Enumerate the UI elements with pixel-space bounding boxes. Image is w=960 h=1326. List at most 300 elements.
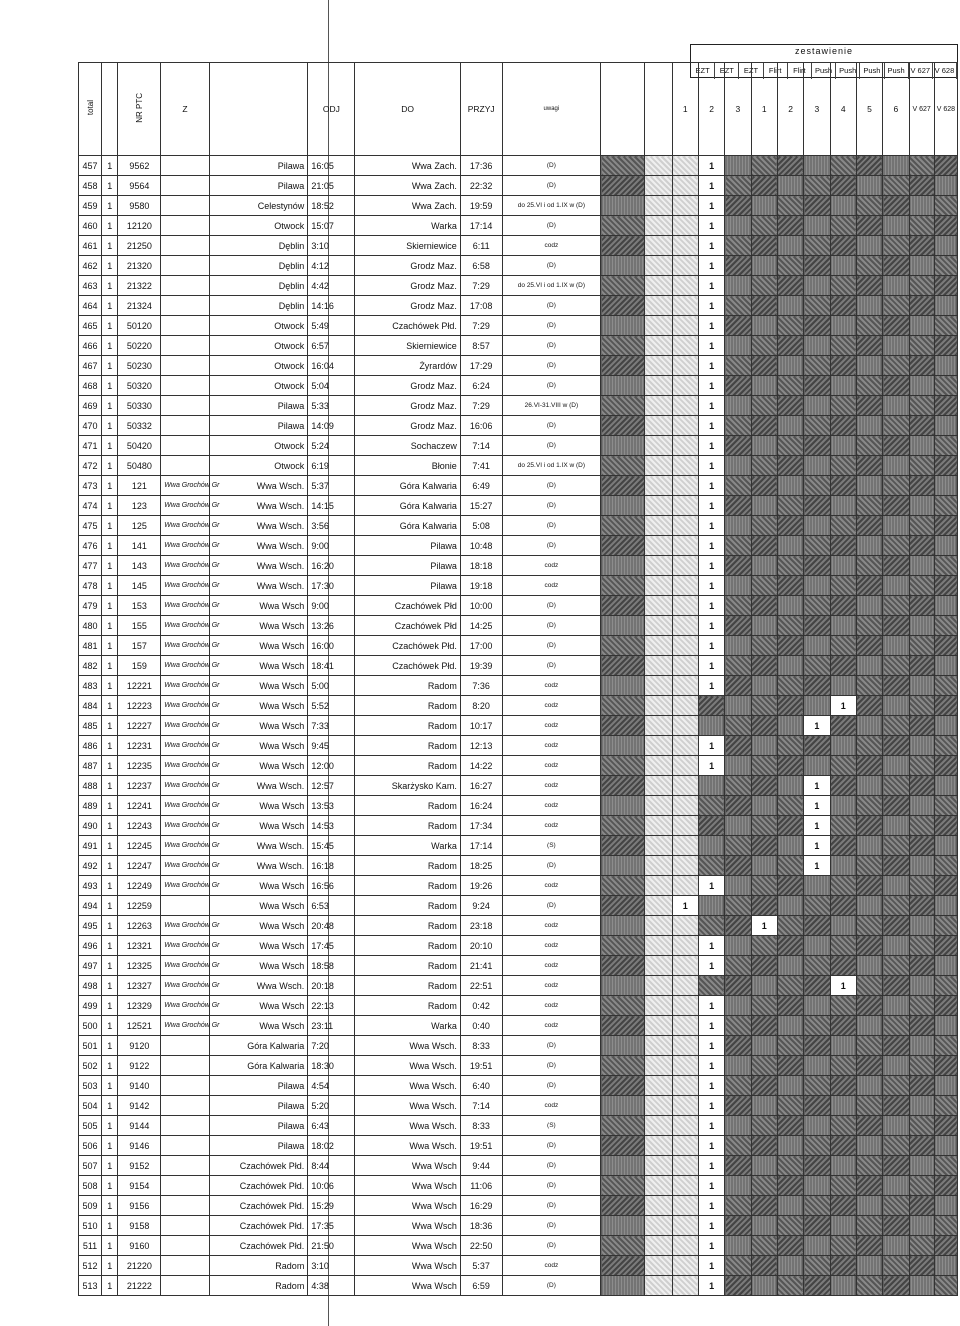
unit-empty-cell [856, 1196, 882, 1216]
row-total: 1 [102, 916, 118, 936]
unit-empty-cell [725, 856, 751, 876]
unit-empty-cell [725, 736, 751, 756]
unit-empty-cell [751, 776, 777, 796]
origin-depot [161, 1196, 209, 1216]
remarks: (D) [502, 356, 601, 376]
unit-empty-cell [804, 356, 830, 376]
origin-station: Wwa Wsch. [209, 476, 308, 496]
unit-empty-cell [856, 296, 882, 316]
departure-time: 20:18 [308, 976, 355, 996]
remarks: (D) [502, 316, 601, 336]
row-number: 488 [79, 776, 102, 796]
unit-empty-cell [856, 596, 882, 616]
origin-station: Otwock [209, 336, 308, 356]
departure-time: 6:19 [308, 456, 355, 476]
row-number: 498 [79, 976, 102, 996]
unit-empty-cell [883, 976, 909, 996]
unit-empty-cell [672, 276, 698, 296]
gap-cell [645, 196, 672, 216]
unit-empty-cell [830, 876, 856, 896]
row-number: 462 [79, 256, 102, 276]
table-row [79, 416, 958, 436]
origin-depot [161, 1276, 209, 1296]
arrival-time: 10:00 [460, 596, 502, 616]
unit-empty-cell [934, 1036, 957, 1056]
row-total: 1 [102, 216, 118, 236]
unit-empty-cell [672, 936, 698, 956]
arrival-time: 7:14 [460, 1096, 502, 1116]
unit-empty-cell [856, 936, 882, 956]
train-number: 50320 [118, 376, 161, 396]
departure-time: 18:30 [308, 1056, 355, 1076]
unit-empty-cell [672, 376, 698, 396]
row-number: 465 [79, 316, 102, 336]
row-total: 1 [102, 796, 118, 816]
gap-cell [645, 516, 672, 536]
train-number: 12521 [118, 1016, 161, 1036]
destination-station: Wwa Wsch. [355, 1056, 460, 1076]
unit-count-cell: 1 [698, 236, 724, 256]
arrival-time: 8:33 [460, 1036, 502, 1056]
departure-time: 3:56 [308, 516, 355, 536]
remarks: (D) [502, 516, 601, 536]
unit-empty-cell [883, 196, 909, 216]
origin-depot: Wwa Grochów Gr [161, 536, 209, 556]
table-row [79, 896, 958, 916]
unit-empty-cell [672, 816, 698, 836]
remarks: (D) [502, 1136, 601, 1156]
table-row [79, 776, 958, 796]
unit-empty-cell [856, 256, 882, 276]
train-number: 9160 [118, 1236, 161, 1256]
origin-station: Wwa Wsch. [209, 576, 308, 596]
unit-empty-cell [751, 756, 777, 776]
table-row [79, 176, 958, 196]
unit-empty-cell [909, 676, 934, 696]
destination-station: Radom [355, 996, 460, 1016]
unit-empty-cell [909, 696, 934, 716]
departure-time: 7:20 [308, 1036, 355, 1056]
unit-empty-cell [777, 396, 803, 416]
unit-empty-cell [909, 1236, 934, 1256]
unit-empty-cell [856, 756, 882, 776]
unit-count-cell: 1 [698, 636, 724, 656]
unit-empty-cell [777, 616, 803, 636]
unit-empty-cell [934, 1256, 957, 1276]
train-number: 50480 [118, 456, 161, 476]
arrival-time: 16:24 [460, 796, 502, 816]
origin-depot [161, 376, 209, 396]
table-row [79, 616, 958, 636]
unit-empty-cell [830, 296, 856, 316]
origin-depot [161, 1236, 209, 1256]
remarks: (D) [502, 436, 601, 456]
unit-empty-cell [909, 576, 934, 596]
unit-empty-cell [672, 576, 698, 596]
train-number: 50120 [118, 316, 161, 336]
unit-empty-cell [751, 976, 777, 996]
unit-empty-cell [725, 656, 751, 676]
unit-empty-cell [672, 156, 698, 176]
table-row [79, 236, 958, 256]
unit-empty-cell [934, 936, 957, 956]
origin-depot [161, 1116, 209, 1136]
arrival-time: 5:37 [460, 1256, 502, 1276]
departure-time: 9:45 [308, 736, 355, 756]
unit-empty-cell [804, 476, 830, 496]
origin-station: Czachówek Płd. [209, 1156, 308, 1176]
unit-empty-cell [672, 996, 698, 1016]
unit-empty-cell [725, 916, 751, 936]
unit-empty-cell [830, 436, 856, 456]
table-row [79, 1216, 958, 1236]
origin-depot [161, 1136, 209, 1156]
row-total: 1 [102, 716, 118, 736]
unit-empty-cell [777, 1056, 803, 1076]
unit-empty-cell [856, 416, 882, 436]
marker-cell [601, 316, 645, 336]
unit-empty-cell [672, 416, 698, 436]
marker-cell [601, 736, 645, 756]
unit-count-cell: 1 [751, 916, 777, 936]
remarks: (S) [502, 836, 601, 856]
unit-empty-cell [751, 1176, 777, 1196]
unit-empty-cell [830, 516, 856, 536]
departure-time: 7:33 [308, 716, 355, 736]
unit-empty-cell [934, 1056, 957, 1076]
row-number: 504 [79, 1096, 102, 1116]
train-number: 12247 [118, 856, 161, 876]
zestawienie-title: zestawienie [794, 46, 854, 56]
unit-empty-cell [751, 496, 777, 516]
row-number: 489 [79, 796, 102, 816]
remarks: (D) [502, 156, 601, 176]
arrival-time: 19:18 [460, 576, 502, 596]
row-total: 1 [102, 616, 118, 636]
remarks: do 25.VI i od 1.IX w (D) [502, 276, 601, 296]
remarks: codz [502, 796, 601, 816]
unit-empty-cell [830, 496, 856, 516]
unit-empty-cell [830, 1216, 856, 1236]
destination-station: Grodz Maz. [355, 396, 460, 416]
destination-station: Skarżysko Kam. [355, 776, 460, 796]
unit-empty-cell [725, 1276, 751, 1296]
unit-count-cell: 1 [698, 1036, 724, 1056]
unit-empty-cell [934, 836, 957, 856]
table-row [79, 336, 958, 356]
table-header-row [79, 63, 958, 156]
unit-empty-cell [856, 1016, 882, 1036]
arrival-time: 19:51 [460, 1056, 502, 1076]
row-number: 469 [79, 396, 102, 416]
unit-empty-cell [725, 1256, 751, 1276]
origin-station: Pilawa [209, 1136, 308, 1156]
departure-time: 5:24 [308, 436, 355, 456]
unit-empty-cell [725, 356, 751, 376]
unit-count-cell: 1 [672, 896, 698, 916]
unit-empty-cell [672, 1036, 698, 1056]
unit-count-cell: 1 [698, 676, 724, 696]
unit-empty-cell [804, 216, 830, 236]
arrival-time: 7:29 [460, 316, 502, 336]
unit-empty-cell [909, 376, 934, 396]
marker-cell [601, 676, 645, 696]
unit-empty-cell [672, 716, 698, 736]
unit-empty-cell [883, 1156, 909, 1176]
origin-station: Otwock [209, 356, 308, 376]
gap-cell [645, 316, 672, 336]
zestawienie-type: Push [860, 63, 884, 79]
unit-empty-cell [883, 516, 909, 536]
origin-depot: Wwa Grochów Gr [161, 816, 209, 836]
unit-count-cell: 1 [804, 776, 830, 796]
arrival-time: 9:44 [460, 1156, 502, 1176]
unit-empty-cell [777, 756, 803, 776]
unit-empty-cell [909, 856, 934, 876]
destination-station: Czachówek Płd [355, 616, 460, 636]
unit-empty-cell [777, 1096, 803, 1116]
unit-empty-cell [804, 516, 830, 536]
train-number: 123 [118, 496, 161, 516]
remarks: (D) [502, 476, 601, 496]
unit-count-cell: 1 [698, 536, 724, 556]
marker-cell [601, 936, 645, 956]
unit-empty-cell [751, 896, 777, 916]
departure-time: 3:10 [308, 236, 355, 256]
unit-empty-cell [856, 736, 882, 756]
train-number: 145 [118, 576, 161, 596]
gap-cell [645, 816, 672, 836]
unit-count-cell: 1 [698, 356, 724, 376]
destination-station: Wwa Wsch. [355, 1036, 460, 1056]
unit-empty-cell [934, 1116, 957, 1136]
row-total: 1 [102, 1256, 118, 1276]
arrival-time: 7:36 [460, 676, 502, 696]
origin-station: Radom [209, 1276, 308, 1296]
unit-empty-cell [751, 1056, 777, 1076]
row-number: 499 [79, 996, 102, 1016]
destination-station: Radom [355, 676, 460, 696]
marker-cell [601, 976, 645, 996]
table-row [79, 1176, 958, 1196]
table-row [79, 976, 958, 996]
unit-empty-cell [777, 356, 803, 376]
unit-empty-cell [856, 1056, 882, 1076]
table-row [79, 1236, 958, 1256]
origin-depot [161, 216, 209, 236]
marker-cell [601, 1056, 645, 1076]
marker-cell [601, 476, 645, 496]
unit-empty-cell [751, 356, 777, 376]
unit-empty-cell [804, 696, 830, 716]
unit-empty-cell [856, 716, 882, 736]
row-total: 1 [102, 1196, 118, 1216]
gap-cell [645, 436, 672, 456]
unit-empty-cell [751, 1236, 777, 1256]
unit-empty-cell [777, 256, 803, 276]
train-number: 159 [118, 656, 161, 676]
departure-time: 17:30 [308, 576, 355, 596]
remarks: (D) [502, 1076, 601, 1096]
origin-depot: Wwa Grochów Gr [161, 876, 209, 896]
departure-time: 12:57 [308, 776, 355, 796]
origin-station: Czachówek Płd. [209, 1216, 308, 1236]
remarks: (D) [502, 1196, 601, 1216]
unit-empty-cell [672, 256, 698, 276]
origin-station: Otwock [209, 436, 308, 456]
remarks: (D) [502, 216, 601, 236]
unit-empty-cell [856, 816, 882, 836]
gap-cell [645, 896, 672, 916]
unit-empty-cell [725, 1036, 751, 1056]
unit-empty-cell [804, 1156, 830, 1176]
gap-cell [645, 416, 672, 436]
unit-count-cell: 1 [698, 256, 724, 276]
destination-station: Żyrardów [355, 356, 460, 376]
unit-empty-cell [725, 496, 751, 516]
destination-station: Skierniewice [355, 236, 460, 256]
destination-station: Radom [355, 696, 460, 716]
col-sub-2: 2 [698, 63, 724, 156]
departure-time: 16:20 [308, 556, 355, 576]
unit-empty-cell [909, 1036, 934, 1056]
unit-empty-cell [751, 156, 777, 176]
origin-station: Wwa Wsch [209, 676, 308, 696]
unit-empty-cell [909, 1016, 934, 1036]
unit-empty-cell [725, 1096, 751, 1116]
unit-empty-cell [909, 796, 934, 816]
destination-station: Grodz Maz. [355, 416, 460, 436]
marker-cell [601, 496, 645, 516]
arrival-time: 9:24 [460, 896, 502, 916]
origin-depot [161, 396, 209, 416]
unit-empty-cell [777, 196, 803, 216]
departure-time: 5:33 [308, 396, 355, 416]
marker-cell [601, 876, 645, 896]
unit-empty-cell [883, 716, 909, 736]
unit-empty-cell [830, 236, 856, 256]
train-number: 21320 [118, 256, 161, 276]
unit-empty-cell [856, 1176, 882, 1196]
unit-empty-cell [804, 336, 830, 356]
unit-empty-cell [725, 1176, 751, 1196]
unit-empty-cell [934, 596, 957, 616]
unit-empty-cell [751, 1116, 777, 1136]
unit-empty-cell [751, 816, 777, 836]
unit-empty-cell [934, 336, 957, 356]
table-row [79, 596, 958, 616]
unit-empty-cell [777, 816, 803, 836]
table-row [79, 1136, 958, 1156]
unit-empty-cell [672, 1216, 698, 1236]
unit-empty-cell [909, 616, 934, 636]
unit-empty-cell [883, 1236, 909, 1256]
zestawienie-type: V 627 [909, 63, 933, 79]
destination-station: Radom [355, 936, 460, 956]
arrival-time: 0:40 [460, 1016, 502, 1036]
unit-count-cell: 1 [698, 1076, 724, 1096]
departure-time: 5:20 [308, 1096, 355, 1116]
unit-count-cell: 1 [698, 456, 724, 476]
destination-station: Radom [355, 856, 460, 876]
origin-depot [161, 896, 209, 916]
train-number: 9154 [118, 1176, 161, 1196]
unit-empty-cell [698, 896, 724, 916]
row-total: 1 [102, 1116, 118, 1136]
row-number: 486 [79, 736, 102, 756]
unit-empty-cell [672, 536, 698, 556]
unit-empty-cell [777, 336, 803, 356]
origin-station: Wwa Wsch. [209, 556, 308, 576]
row-total: 1 [102, 1096, 118, 1116]
unit-empty-cell [856, 696, 882, 716]
col-sub-3: 3 [725, 63, 751, 156]
unit-empty-cell [883, 616, 909, 636]
unit-empty-cell [883, 156, 909, 176]
unit-empty-cell [934, 456, 957, 476]
arrival-time: 7:29 [460, 276, 502, 296]
table-row [79, 876, 958, 896]
arrival-time: 5:08 [460, 516, 502, 536]
origin-station: Dęblin [209, 276, 308, 296]
unit-empty-cell [830, 256, 856, 276]
train-number: 12243 [118, 816, 161, 836]
origin-station: Wwa Wsch [209, 996, 308, 1016]
train-number: 12235 [118, 756, 161, 776]
remarks: (D) [502, 496, 601, 516]
arrival-time: 7:29 [460, 396, 502, 416]
row-number: 503 [79, 1076, 102, 1096]
col-z: Z [161, 63, 209, 156]
row-number: 492 [79, 856, 102, 876]
unit-count-cell: 1 [698, 956, 724, 976]
gap-cell [645, 1236, 672, 1256]
unit-empty-cell [777, 156, 803, 176]
unit-count-cell: 1 [698, 576, 724, 596]
zestawienie-type: EZT [715, 63, 739, 79]
destination-station: Wwa Wsch. [355, 1116, 460, 1136]
unit-empty-cell [909, 276, 934, 296]
marker-cell [601, 656, 645, 676]
unit-empty-cell [751, 556, 777, 576]
unit-count-cell: 1 [698, 736, 724, 756]
marker-cell [601, 356, 645, 376]
destination-station: Wwa Wsch. [355, 1096, 460, 1116]
departure-time: 5:04 [308, 376, 355, 396]
col-gap [645, 63, 672, 156]
unit-count-cell: 1 [698, 156, 724, 176]
origin-depot [161, 156, 209, 176]
row-total: 1 [102, 576, 118, 596]
unit-empty-cell [934, 976, 957, 996]
train-number: 12259 [118, 896, 161, 916]
table-row [79, 1196, 958, 1216]
unit-empty-cell [856, 796, 882, 816]
row-total: 1 [102, 476, 118, 496]
table-row [79, 356, 958, 376]
unit-empty-cell [725, 716, 751, 736]
origin-depot: Wwa Grochów Gr [161, 1016, 209, 1036]
unit-empty-cell [934, 636, 957, 656]
marker-cell [601, 436, 645, 456]
unit-empty-cell [883, 896, 909, 916]
marker-cell [601, 816, 645, 836]
remarks: codz [502, 1256, 601, 1276]
gap-cell [645, 236, 672, 256]
unit-empty-cell [804, 1176, 830, 1196]
table-row [79, 1096, 958, 1116]
unit-empty-cell [751, 1196, 777, 1216]
